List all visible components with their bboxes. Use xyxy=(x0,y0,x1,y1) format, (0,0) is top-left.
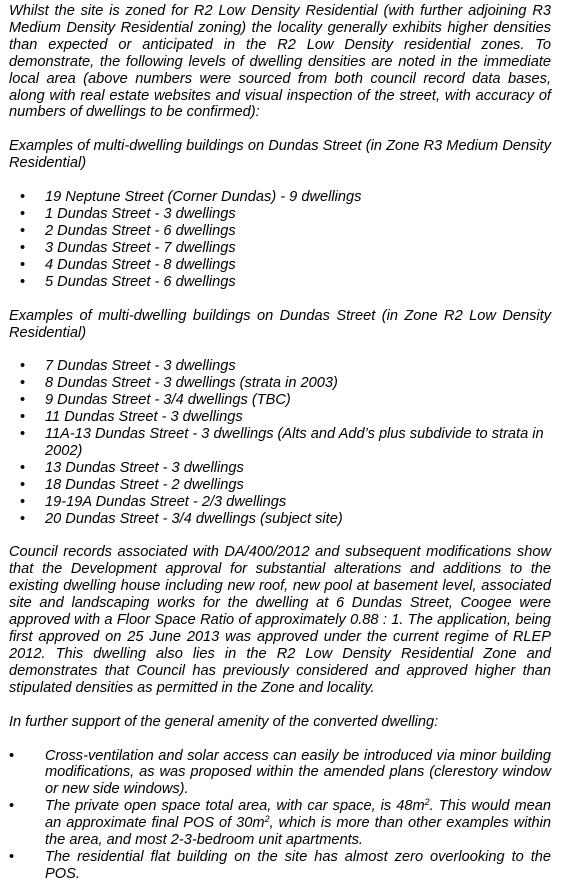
list-item: • 7 Dundas Street - 3 dwellings xyxy=(20,358,236,375)
list-item: • Cross-ventilation and solar access can easily be introduced via minor building modifications, as was proposed within the amended plans (clerestory window or new side windows). xyxy=(9,747,551,798)
bullet: • xyxy=(9,848,15,865)
bullet: • xyxy=(20,375,26,392)
list-item: • The residential flat building on the site has almost zero overlooking to the POS. xyxy=(9,848,551,882)
r2-heading: Examples of multi-dwelling buildings on Dundas Street (in Zone R2 Low Density Residential) xyxy=(9,307,551,341)
bullet: • xyxy=(20,206,26,223)
superscript: 2 xyxy=(424,797,430,808)
bullet: • xyxy=(20,426,26,443)
bullet: • xyxy=(20,273,26,290)
list-item: • 18 Dundas Street - 2 dwellings xyxy=(20,476,244,493)
list-item: • 3 Dundas Street - 7 dwellings xyxy=(20,239,236,256)
bullet: • xyxy=(20,256,26,273)
r3-heading: Examples of multi-dwelling buildings on Dundas Street (in Zone R3 Medium Density Residential) xyxy=(9,138,551,172)
list-item: • 13 Dundas Street - 3 dwellings xyxy=(20,459,244,476)
r3-list xyxy=(9,189,551,290)
bullet: • xyxy=(20,459,26,476)
bullet: • xyxy=(20,392,26,409)
council-paragraph: Council records associated with DA/400/2012 and subsequent modifications show that the Development approval for substantial alterations and additions to the existing dwelling house including new roof, new pool at basement level, associated site and landscaping works for the dwelling at 6 Dundas Street, Coogee were approved with a Floor Space Ratio of approximately 0.88 : 1. The application, being first approved on 25 June 2013 was approved under the current regime of RLEP 2012. This dwelling also lies in the R2 Low Density Residential Zone and demonstrates that Council has previously considered and approved higher than stipulated densities as permitted in the Zone and locality. xyxy=(9,544,551,696)
bullet: • xyxy=(20,358,26,375)
list-item: • The private open space total area, with car space, is $48m^2$. This would mean an approximate final POS of $30m^2$, which is more than other examples within the area, and most 2-3-bedroom unit apartments. xyxy=(9,797,551,849)
list-item: • 11 Dundas Street - 3 dwellings xyxy=(20,409,243,426)
list-item: • 9 Dundas Street - 3/4 dwellings (TBC) xyxy=(20,392,291,409)
list-item: • 19-19A Dundas Street - 2/3 dwellings xyxy=(20,493,287,510)
list-item: • 20 Dundas Street - 3/4 dwellings (subject site) xyxy=(20,510,343,527)
support-list xyxy=(9,748,551,883)
list-item: • 11A-13 Dundas Street - 3 dwellings (Alts and Add’s plus subdivide to strata in 2002) xyxy=(20,426,544,459)
bullet: • xyxy=(20,493,26,510)
list-item: • 19 Neptune Street (Corner Dundas) - 9 dwellings xyxy=(20,189,362,206)
intro-paragraph: Whilst the site is zoned for R2 Low Density Residential (with further adjoining R3 Medium Density Residential zoning) the locality generally exhibits higher densities than expected or anticipated in the R2 Low Density residential zones. To demonstrate, the following levels of dwelling densities are noted in the immediate local area (above numbers were sourced from both council record data bases, along with real estate websites and visual inspection of the street, with accuracy of numbers of dwellings to be confirmed): xyxy=(9,3,551,121)
list-item: • 1 Dundas Street - 3 dwellings xyxy=(20,206,236,223)
bullet: • xyxy=(20,239,26,256)
superscript: 2 xyxy=(264,814,270,825)
list-item: • 2 Dundas Street - 6 dwellings xyxy=(20,222,236,239)
bullet: • xyxy=(20,409,26,426)
bullet: • xyxy=(20,476,26,493)
bullet: • xyxy=(9,798,15,815)
r2-list xyxy=(9,358,551,527)
bullet: • xyxy=(20,189,26,206)
bullet: • xyxy=(9,747,15,764)
support-heading: In further support of the general amenity of the converted dwelling: xyxy=(9,713,439,730)
list-item: • 5 Dundas Street - 6 dwellings xyxy=(20,273,236,290)
bullet: • xyxy=(20,222,26,239)
bullet: • xyxy=(20,510,26,527)
list-item: • 8 Dundas Street - 3 dwellings (strata in 2003) xyxy=(20,375,338,392)
list-item: • 4 Dundas Street - 8 dwellings xyxy=(20,256,236,273)
